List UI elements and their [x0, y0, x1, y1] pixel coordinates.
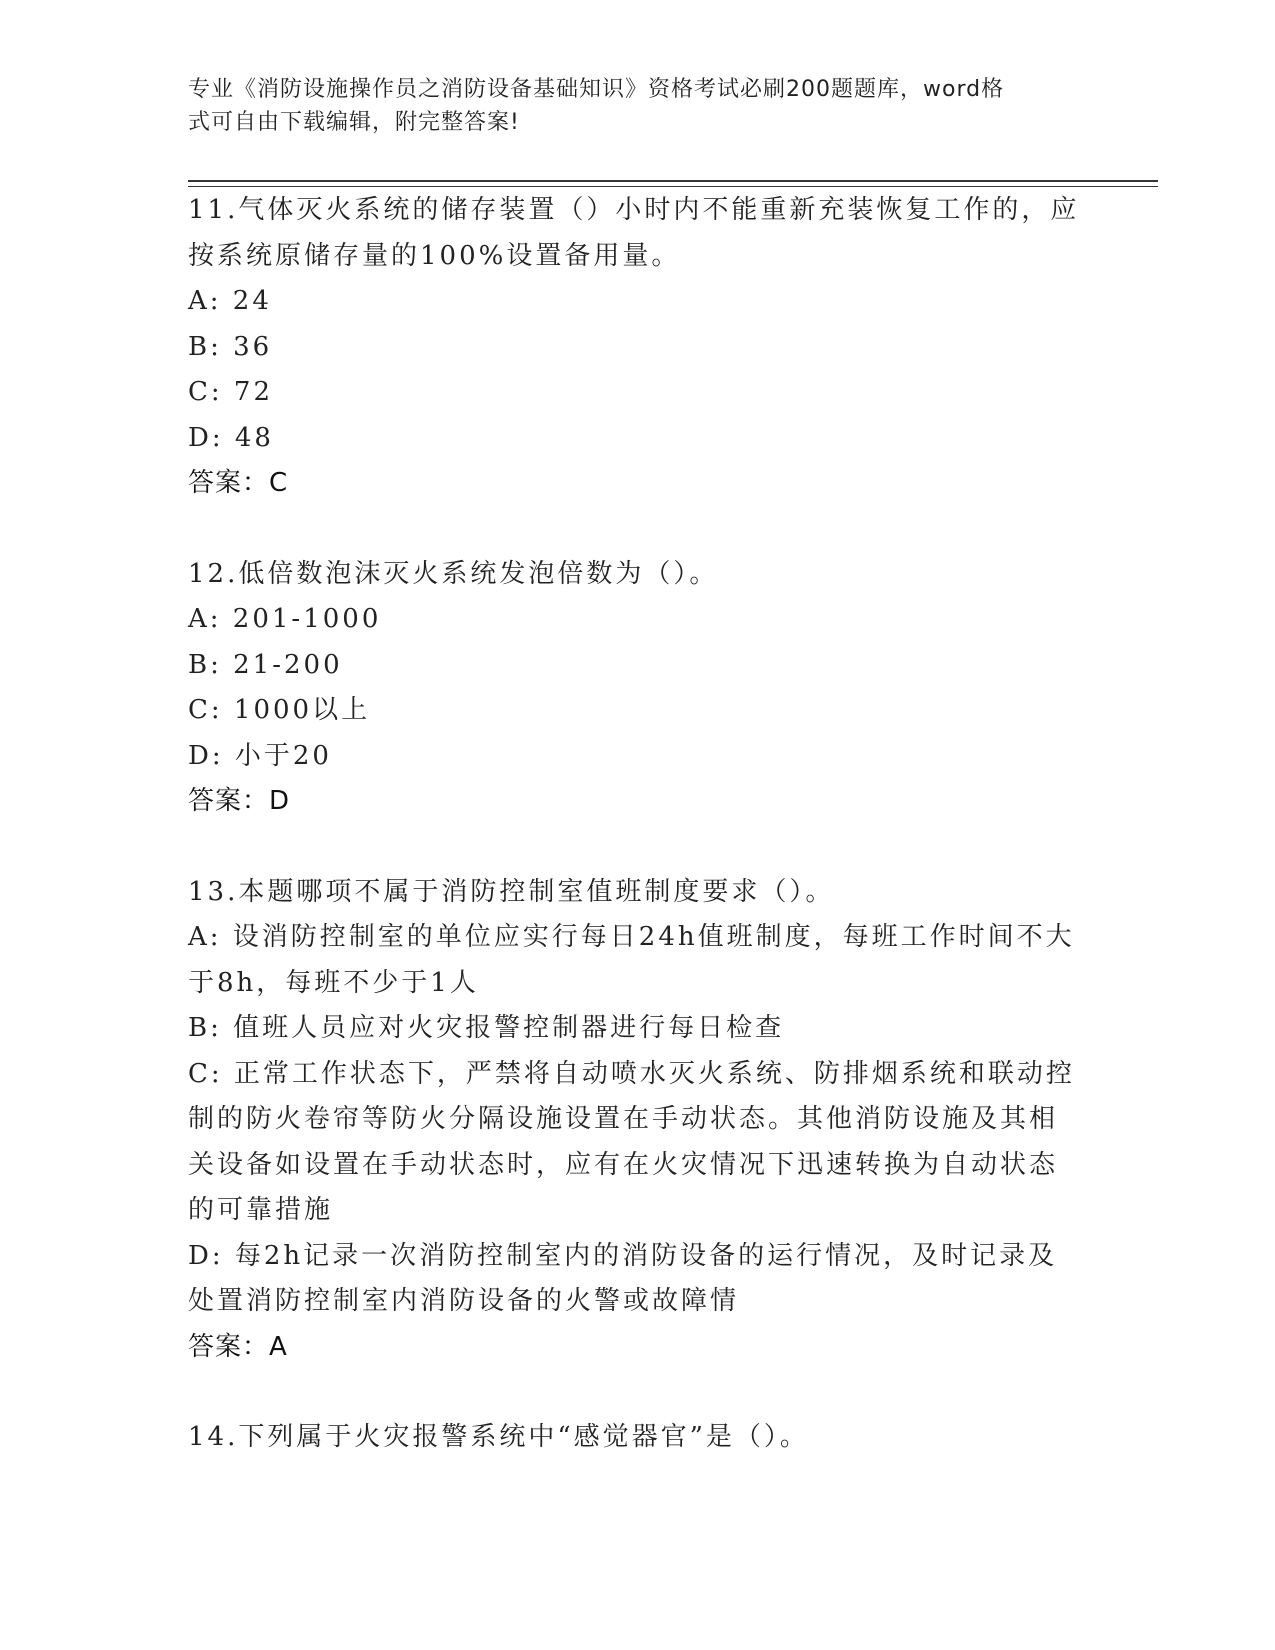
question-text-line: 12.低倍数泡沫灭火系统发泡倍数为（）。: [188, 558, 719, 589]
spacer: [188, 507, 1088, 552]
question-14: [188, 1415, 1088, 1461]
option-d: D: 每2h记录一次消防控制室内的消防设备的运行情况，及时记录及: [188, 1240, 1058, 1271]
header-divider-top: [188, 180, 1158, 182]
option-c-continued: 制的防火卷帘等防火分隔设施设置在手动状态。其他消防设施及其相: [188, 1104, 1059, 1134]
header-divider-bottom: [188, 186, 1158, 187]
option-c-continued: 的可靠措施: [188, 1195, 334, 1225]
option-c: C: 72: [188, 377, 274, 407]
option-a: A: 24: [188, 286, 272, 316]
document-intro: [188, 73, 1078, 139]
answer-label: 答案：D: [188, 786, 291, 816]
option-b: B: 值班人员应对火灾报警控制器进行每日检查: [188, 1013, 785, 1043]
option-c: C: 正常工作状态下，严禁将自动喷水灭火系统、防排烟系统和联动控: [188, 1058, 1075, 1089]
option-c-continued: 关设备如设置在手动状态时，应有在火灾情况下迅速转换为自动状态: [188, 1149, 1059, 1180]
spacer: [188, 825, 1088, 870]
intro-line-1: 专业《消防设施操作员之消防设备基础知识》资格考试必刷200题题库，word格: [188, 77, 1005, 102]
question-13: [188, 870, 1088, 1371]
option-a: A: 设消防控制室的单位应实行每日24h值班制度，每班工作时间不大: [188, 922, 1075, 952]
option-c: C: 1000以上: [188, 695, 371, 725]
question-list: [188, 188, 1088, 1461]
option-a-continued: 于8h，每班不少于1人: [188, 967, 479, 998]
answer-label: 答案：A: [188, 1331, 288, 1362]
question-text-line: 14.下列属于火灾报警系统中“感觉器官”是（）。: [188, 1422, 809, 1452]
answer-label: 答案：C: [188, 468, 289, 498]
option-b: B: 36: [188, 331, 273, 362]
option-d: D: 小于20: [188, 740, 332, 771]
question-12: [188, 552, 1088, 825]
question-text-line: 13.本题哪项不属于消防控制室值班制度要求（）。: [188, 876, 835, 907]
option-a: A: 201-1000: [188, 604, 382, 634]
question-text-line: 按系统原储存量的100%设置备用量。: [188, 240, 681, 271]
intro-line-2: 式可自由下载编辑，附完整答案!: [188, 110, 520, 135]
question-11: [188, 188, 1088, 507]
option-d-continued: 处置消防控制室内消防设备的火警或故障情: [188, 1286, 740, 1316]
question-text-line: 11.气体灭火系统的储存装置（）小时内不能重新充装恢复工作的，应: [188, 195, 1080, 225]
spacer: [188, 1370, 1088, 1415]
option-d: D: 48: [188, 422, 274, 453]
option-b: B: 21-200: [188, 649, 343, 680]
